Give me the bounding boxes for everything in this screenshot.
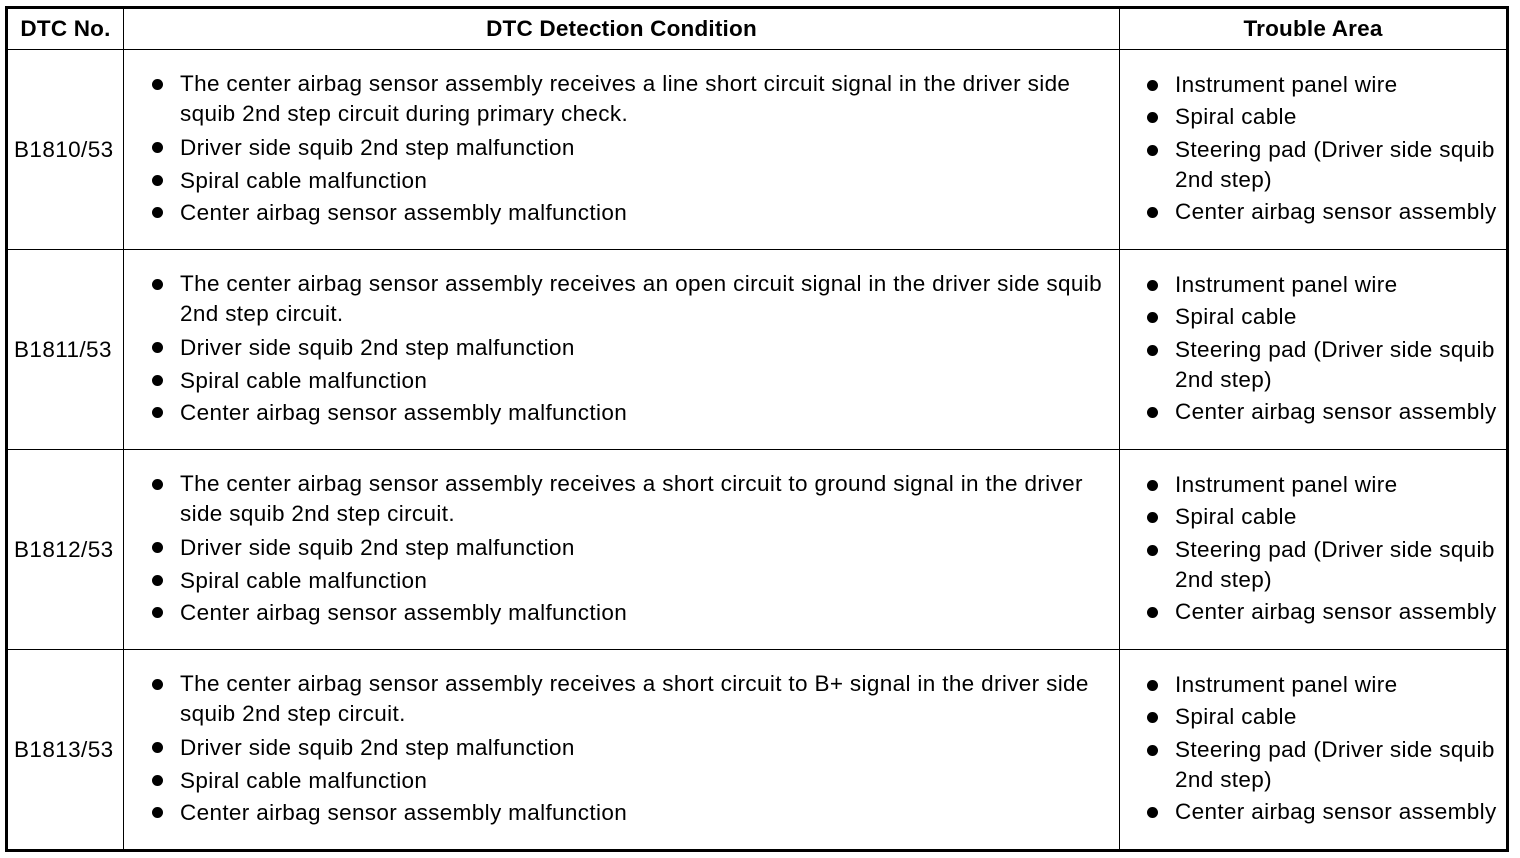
- condition-text: Driver side squib 2nd step malfunction: [180, 135, 575, 161]
- trouble-area-text: Instrument panel wire: [1175, 671, 1398, 697]
- list-item: [1147, 397, 1500, 430]
- bullet-icon: [1147, 407, 1158, 418]
- condition-text: Driver side squib 2nd step malfunction: [180, 335, 575, 361]
- condition-list: [124, 269, 1119, 430]
- trouble-area-text: Spiral cable: [1175, 704, 1297, 729]
- bullet-icon: [152, 142, 163, 153]
- bullet-icon: [152, 479, 163, 490]
- list-item: [152, 597, 1109, 630]
- dtc-table: [5, 6, 1509, 852]
- list-item: [1147, 135, 1500, 198]
- list-item: [152, 732, 1109, 765]
- list-item: [152, 132, 1109, 165]
- list-item: [1147, 335, 1500, 398]
- condition-text: Spiral cable malfunction: [180, 167, 428, 193]
- condition-text: Spiral cable malfunction: [180, 367, 428, 393]
- condition-text: Spiral cable malfunction: [180, 567, 428, 593]
- bullet-icon: [152, 542, 163, 553]
- dtc-code: B1812/53: [7, 450, 124, 650]
- bullet-icon: [152, 342, 163, 353]
- condition-text: Center airbag sensor assembly malfunction: [180, 200, 628, 226]
- list-item: [152, 197, 1109, 230]
- list-item: [152, 332, 1109, 365]
- condition-list: [124, 69, 1119, 230]
- detection-condition-cell: [124, 50, 1120, 250]
- condition-text: Center airbag sensor assembly malfunction: [180, 800, 628, 826]
- bullet-icon: [152, 279, 163, 290]
- list-item: [1147, 102, 1500, 135]
- condition-text: The center airbag sensor assembly receives a short circuit to B+ signal in the driver side squib 2nd step circuit.: [180, 671, 1089, 727]
- trouble-area-cell: [1120, 450, 1508, 650]
- bullet-icon: [1147, 112, 1158, 123]
- list-item: [152, 397, 1109, 430]
- trouble-area-cell: [1120, 250, 1508, 450]
- list-item: [1147, 270, 1500, 303]
- dtc-code: B1813/53: [7, 650, 124, 851]
- trouble-area-list: [1120, 470, 1506, 630]
- trouble-area-text: Steering pad (Driver side squib 2nd step): [1175, 336, 1495, 392]
- table-row: [7, 650, 1508, 851]
- list-item: [1147, 502, 1500, 535]
- bullet-icon: [152, 175, 163, 186]
- trouble-area-list: [1120, 270, 1506, 430]
- list-item: [152, 69, 1109, 132]
- bullet-icon: [1147, 80, 1158, 91]
- list-item: [1147, 302, 1500, 335]
- condition-list: [124, 469, 1119, 630]
- table-row: [7, 450, 1508, 650]
- trouble-area-text: Spiral cable: [1175, 504, 1297, 529]
- trouble-area-text: Instrument panel wire: [1175, 71, 1398, 97]
- list-item: [152, 269, 1109, 332]
- list-item: [1147, 197, 1500, 230]
- list-item: [152, 469, 1109, 532]
- bullet-icon: [152, 742, 163, 753]
- bullet-icon: [152, 375, 163, 386]
- bullet-icon: [1147, 712, 1158, 723]
- bullet-icon: [152, 79, 163, 90]
- condition-text: Spiral cable malfunction: [180, 767, 428, 793]
- bullet-icon: [1147, 145, 1158, 156]
- list-item: [1147, 597, 1500, 630]
- dtc-code: B1810/53: [7, 50, 124, 250]
- trouble-area-text: Steering pad (Driver side squib 2nd step): [1175, 536, 1495, 592]
- condition-text: Center airbag sensor assembly malfunction: [180, 600, 628, 626]
- trouble-area-cell: [1120, 50, 1508, 250]
- list-item: [152, 165, 1109, 198]
- list-item: [1147, 797, 1500, 830]
- table-row: [7, 250, 1508, 450]
- bullet-icon: [1147, 745, 1158, 756]
- table-row: [7, 50, 1508, 250]
- trouble-area-text: Instrument panel wire: [1175, 271, 1398, 297]
- list-item: [1147, 735, 1500, 798]
- condition-text: The center airbag sensor assembly receives an open circuit signal in the driver side squib 2nd step circuit.: [180, 271, 1102, 327]
- list-item: [152, 669, 1109, 732]
- list-item: [152, 565, 1109, 598]
- trouble-area-text: Instrument panel wire: [1175, 471, 1398, 497]
- bullet-icon: [1147, 480, 1158, 491]
- bullet-icon: [152, 679, 163, 690]
- bullet-icon: [1147, 280, 1158, 291]
- bullet-icon: [152, 207, 163, 218]
- trouble-area-text: Spiral cable: [1175, 304, 1297, 329]
- dtc-code: B1811/53: [7, 250, 124, 450]
- list-item: [152, 765, 1109, 798]
- bullet-icon: [1147, 207, 1158, 218]
- trouble-area-list: [1120, 70, 1506, 230]
- detection-condition-cell: [124, 250, 1120, 450]
- table-header-row: [7, 8, 1508, 50]
- bullet-icon: [1147, 545, 1158, 556]
- header-detection-condition: DTC Detection Condition: [124, 8, 1120, 50]
- detection-condition-cell: [124, 650, 1120, 851]
- list-item: [152, 797, 1109, 830]
- condition-text: The center airbag sensor assembly receives a short circuit to ground signal in the driver side squib 2nd step circuit.: [180, 471, 1083, 527]
- list-item: [152, 532, 1109, 565]
- trouble-area-text: Steering pad (Driver side squib 2nd step): [1175, 736, 1495, 792]
- trouble-area-text: Spiral cable: [1175, 104, 1297, 129]
- trouble-area-cell: [1120, 650, 1508, 851]
- bullet-icon: [1147, 345, 1158, 356]
- list-item: [1147, 670, 1500, 703]
- trouble-area-list: [1120, 670, 1506, 830]
- bullet-icon: [152, 807, 163, 818]
- header-trouble-area: Trouble Area: [1120, 8, 1508, 50]
- trouble-area-text: Center airbag sensor assembly: [1175, 399, 1497, 424]
- condition-text: The center airbag sensor assembly receives a line short circuit signal in the driver side squib 2nd step circuit during primary check.: [180, 71, 1071, 127]
- condition-list: [124, 669, 1119, 830]
- condition-text: Center airbag sensor assembly malfunction: [180, 400, 628, 426]
- bullet-icon: [1147, 512, 1158, 523]
- bullet-icon: [152, 407, 163, 418]
- list-item: [152, 365, 1109, 398]
- bullet-icon: [1147, 807, 1158, 818]
- list-item: [1147, 535, 1500, 598]
- bullet-icon: [1147, 680, 1158, 691]
- list-item: [1147, 70, 1500, 103]
- trouble-area-text: Steering pad (Driver side squib 2nd step): [1175, 136, 1495, 192]
- bullet-icon: [152, 607, 163, 618]
- trouble-area-text: Center airbag sensor assembly: [1175, 599, 1497, 624]
- bullet-icon: [1147, 312, 1158, 323]
- list-item: [1147, 702, 1500, 735]
- list-item: [1147, 470, 1500, 503]
- condition-text: Driver side squib 2nd step malfunction: [180, 735, 575, 761]
- condition-text: Driver side squib 2nd step malfunction: [180, 535, 575, 561]
- trouble-area-text: Center airbag sensor assembly: [1175, 799, 1497, 824]
- header-dtc-no: DTC No.: [7, 8, 124, 50]
- bullet-icon: [152, 775, 163, 786]
- bullet-icon: [1147, 607, 1158, 618]
- detection-condition-cell: [124, 450, 1120, 650]
- bullet-icon: [152, 575, 163, 586]
- trouble-area-text: Center airbag sensor assembly: [1175, 199, 1497, 224]
